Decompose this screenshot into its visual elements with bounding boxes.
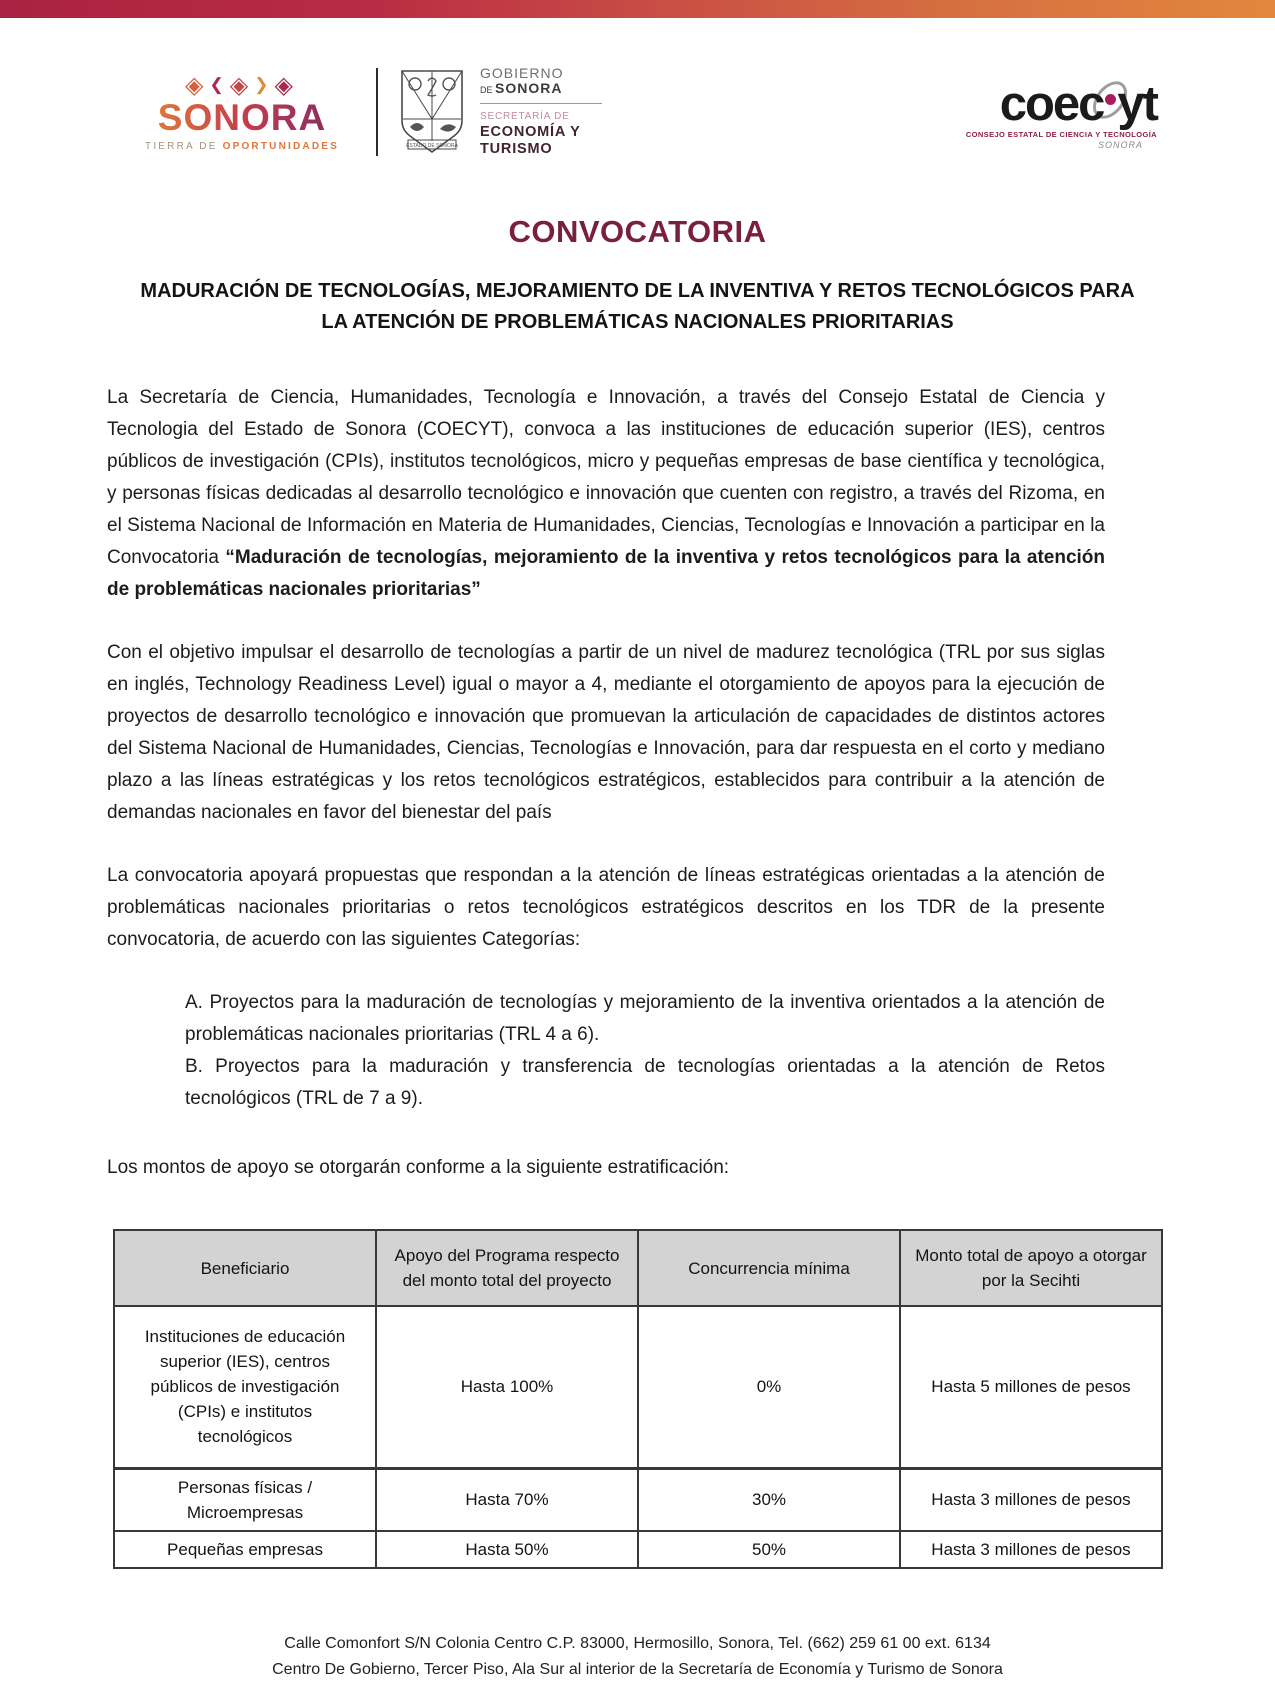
coecyt-location: SONORA (1097, 139, 1143, 150)
header-concurrencia: Concurrencia mínima (638, 1230, 900, 1306)
sonora-wordmark: SONORA (157, 97, 327, 138)
footer-address (0, 1631, 1275, 1683)
cell-beneficiario: Pequeñas empresas (114, 1531, 376, 1568)
left-logo-group (126, 66, 602, 158)
sonora-coat-of-arms-icon (396, 67, 468, 157)
footer-line-1: Calle Comonfort S/N Colonia Centro C.P. 83000, Hermosillo, Sonora, Tel. (662) 259 61 00 ext. 6134 (284, 1634, 991, 1652)
gobierno-line1: GOBIERNO (480, 65, 564, 81)
table-header-row (114, 1230, 1162, 1306)
chevron-left-icon: ❮ (209, 75, 230, 94)
table-row (114, 1531, 1162, 1568)
header-monto-total: Monto total de apoyo a otorgar por la Secihti (900, 1230, 1162, 1306)
header-apoyo-programa: Apoyo del Programa respecto del monto total del proyecto (376, 1230, 638, 1306)
gobierno-sonora-logo (396, 66, 602, 158)
gobierno-line2 (480, 81, 602, 98)
economia-label: ECONOMÍA Y (480, 124, 581, 140)
category-item-b: B. Proyectos para la maduración y transferencia de tecnologías orientadas a la atención de Retos tecnológicos (TRL de 7 a 9). (185, 1056, 1105, 1109)
paragraph-intro-quote: “Maduración de tecnologías, mejoramiento de la inventiva y retos tecnológicos para la atención de problemáticas nacionales prioritarias” (107, 547, 1106, 600)
diamond-icon: ◈ (185, 72, 210, 99)
coecyt-word-right: yt (1117, 76, 1157, 131)
diamond-icon: ◈ (229, 72, 255, 99)
document-body (0, 382, 1275, 1569)
cell-concurrencia: 50% (638, 1531, 900, 1568)
cell-concurrencia: 30% (638, 1468, 900, 1531)
cell-beneficiario: Personas físicas / Microempresas (114, 1468, 376, 1531)
secretaria-label: SECRETARÍA DE (480, 111, 570, 122)
page-title: CONVOCATORIA (508, 214, 767, 249)
gobierno-text-block (480, 66, 602, 158)
footer-line-2: Centro De Gobierno, Tercer Piso, Ala Sur al interior de la Secretaría de Economía y Turismo de Sonora (272, 1660, 1003, 1678)
header-beneficiario: Beneficiario (114, 1230, 376, 1306)
gobierno-rule (480, 103, 602, 104)
table-row (114, 1306, 1162, 1468)
gradient-top-bar (0, 0, 1275, 18)
coecyt-wordmark (999, 76, 1157, 131)
cell-apoyo: Hasta 70% (376, 1468, 638, 1531)
cell-concurrencia: 0% (638, 1306, 900, 1468)
cell-monto: Hasta 3 millones de pesos (900, 1468, 1162, 1531)
gobierno-de: DE (480, 85, 496, 95)
coecyt-logo (965, 76, 1157, 150)
cell-apoyo: Hasta 100% (376, 1306, 638, 1468)
coecyt-subtitle: CONSEJO ESTATAL DE CIENCIA Y TECNOLOGÍA (965, 129, 1157, 139)
tagline-right: OPORTUNIDADES (222, 141, 339, 152)
diamond-icon: ◈ (274, 72, 299, 99)
chevron-right-icon: ❯ (254, 75, 275, 94)
paragraph-amounts-intro: Los montos de apoyo se otorgarán conforme a la siguiente estratificación: (107, 1157, 730, 1178)
cell-apoyo: Hasta 50% (376, 1531, 638, 1568)
cell-beneficiario: Instituciones de educación superior (IES), centros públicos de investigación (CPIs) e institutos tecnológicos (114, 1306, 376, 1468)
table-row (114, 1468, 1162, 1531)
gobierno-sonora: SONORA (495, 80, 563, 96)
page-subtitle: MADURACIÓN DE TECNOLOGÍAS, MEJORAMIENTO DE LA INVENTIVA Y RETOS TECNOLÓGICOS PARA LA ATENCIÓN DE PROBLEMÁTICAS NACIONALES PRIORITARIAS (140, 280, 1135, 333)
paragraph-objective: Con el objetivo impulsar el desarrollo de tecnologías a partir de un nivel de madurez tecnológica (TRL por sus siglas en inglés, Technology Readiness Level) igual o mayor a 4, mediante el otorgamiento de apoyos para la ejecución de proyectos de desarrollo tecnológico e innovación que promuevan la articulación de capacidades de distintos actores del Sistema Nacional de Humanidades, Ciencias, Tecnologías e Innovación, para dar respuesta en el corto y mediano plazo a las líneas estratégicas y los retos tecnológicos estratégicos, establecidos para contribuir a la atención de demandas nacionales en favor del bienestar del país (107, 642, 1105, 823)
cell-monto: Hasta 3 millones de pesos (900, 1531, 1162, 1568)
logo-divider (376, 68, 378, 156)
sonora-diamonds-icon (185, 72, 299, 99)
tagline-left: TIERRA DE (145, 141, 218, 152)
header-logos (0, 60, 1275, 164)
paragraph-intro (107, 382, 1105, 606)
sonora-tagline (145, 141, 339, 152)
category-item-a: A. Proyectos para la maduración de tecnologías y mejoramiento de la inventiva orientados a la atención de problemáticas nacionales prioritarias (TRL 4 a 6). (185, 992, 1105, 1045)
escudo-caption: ESTADO DE SONORA (406, 143, 458, 149)
category-list (185, 987, 1105, 1115)
sonora-logo (126, 72, 358, 152)
cell-monto: Hasta 5 millones de pesos (900, 1306, 1162, 1468)
paragraph-categories-intro: La convocatoria apoyará propuestas que respondan a la atención de líneas estratégicas orientadas a la atención de problemáticas nacionales prioritarias o retos tecnológicos estratégicos descritos en los TDR de la presente convocatoria, de acuerdo con las siguientes Categorías: (107, 865, 1105, 950)
stratification-table (113, 1229, 1163, 1569)
paragraph-intro-text: La Secretaría de Ciencia, Humanidades, Tecnología e Innovación, a través del Consejo Estatal de Ciencia y Tecnologia del Estado de Sonora (COECYT), convoca a las instituciones de educación superior (IES), centros públicos de investigación (CPIs), institutos tecnológicos, micro y pequeñas empresas de base científica y tecnológica, y personas físicas dedicadas al desarrollo tecnológico e innovación que cuenten con registro, a través del Rizoma, en el Sistema Nacional de Información en Materia de Humanidades, Ciencias, Tecnologías e Innovación a participar en la Convocatoria (107, 387, 1105, 568)
turismo-label: TURISMO (480, 141, 553, 157)
coecyt-word-left: coec (999, 76, 1104, 131)
coecyt-dot (1105, 94, 1116, 105)
